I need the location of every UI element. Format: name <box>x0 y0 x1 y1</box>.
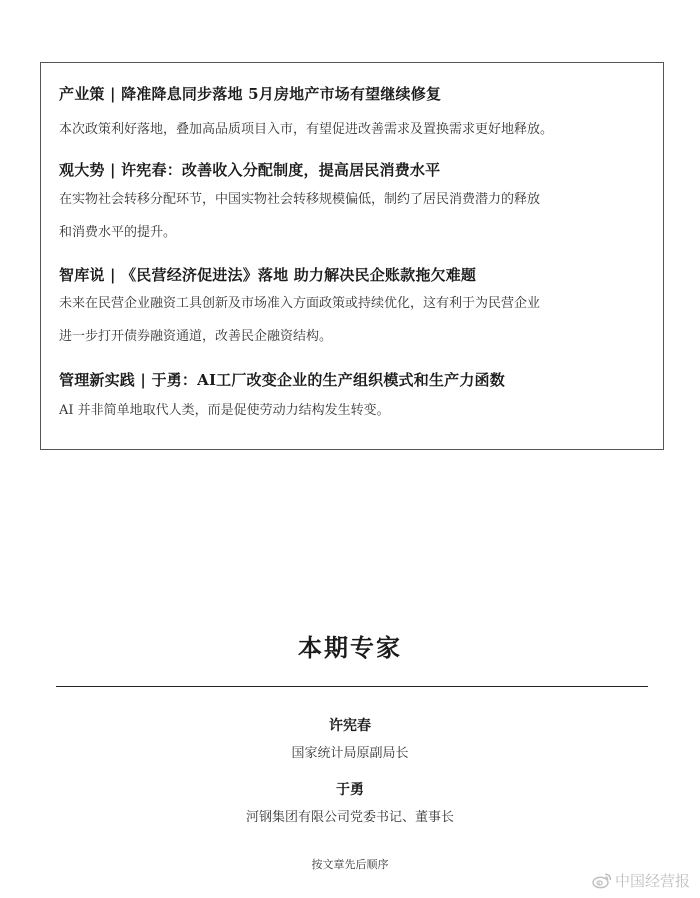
order-note: 按文章先后顺序 <box>311 858 389 871</box>
weibo-icon <box>592 872 612 889</box>
item-body-management <box>59 394 655 427</box>
item-body-line: 进一步打开债券融资通道，改善民企融资结构。 <box>59 329 333 344</box>
expert-name: 于勇 <box>336 782 364 798</box>
divider <box>56 686 648 687</box>
item-title-industry[interactable]: 产业策 | 降准降息同步落地 5月房地产市场有望继续修复 <box>59 85 442 103</box>
expert-title: 国家统计局原副局长 <box>291 746 409 761</box>
item-body-line: AI 并非简单地取代人类，而是促使劳动力结构发生转变。 <box>59 403 390 418</box>
item-body-industry <box>59 113 655 146</box>
item-body-macro <box>59 183 655 249</box>
summary-box <box>40 62 664 450</box>
watermark-text: 中国经营报 <box>614 872 690 890</box>
item-body-line: 本次政策利好落地，叠加高品质项目入市，有望促进改善需求及置换需求更好地释放。 <box>59 122 554 137</box>
item-title-management[interactable]: 管理新实践 | 于勇：AI工厂改变企业的生产组织模式和生产力函数 <box>59 371 505 389</box>
watermark <box>592 870 690 891</box>
expert-name: 许宪春 <box>329 718 371 734</box>
item-title-macro[interactable]: 观大势 | 许宪春：改善收入分配制度，提高居民消费水平 <box>59 161 441 179</box>
item-body-line: 在实物社会转移分配环节，中国实物社会转移规模偏低，制约了居民消费潜力的释放 <box>59 192 541 207</box>
item-title-thinktank[interactable]: 智库说 | 《民营经济促进法》落地 助力解决民企账款拖欠难题 <box>59 266 477 284</box>
item-body-thinktank <box>59 287 655 353</box>
experts-heading: 本期专家 <box>298 633 402 662</box>
expert-title: 河钢集团有限公司党委书记、董事长 <box>245 810 454 825</box>
item-body-line: 未来在民营企业融资工具创新及市场准入方面政策或持续优化，这有利于为民营企业 <box>59 296 541 311</box>
item-body-line: 和消费水平的提升。 <box>59 225 177 240</box>
